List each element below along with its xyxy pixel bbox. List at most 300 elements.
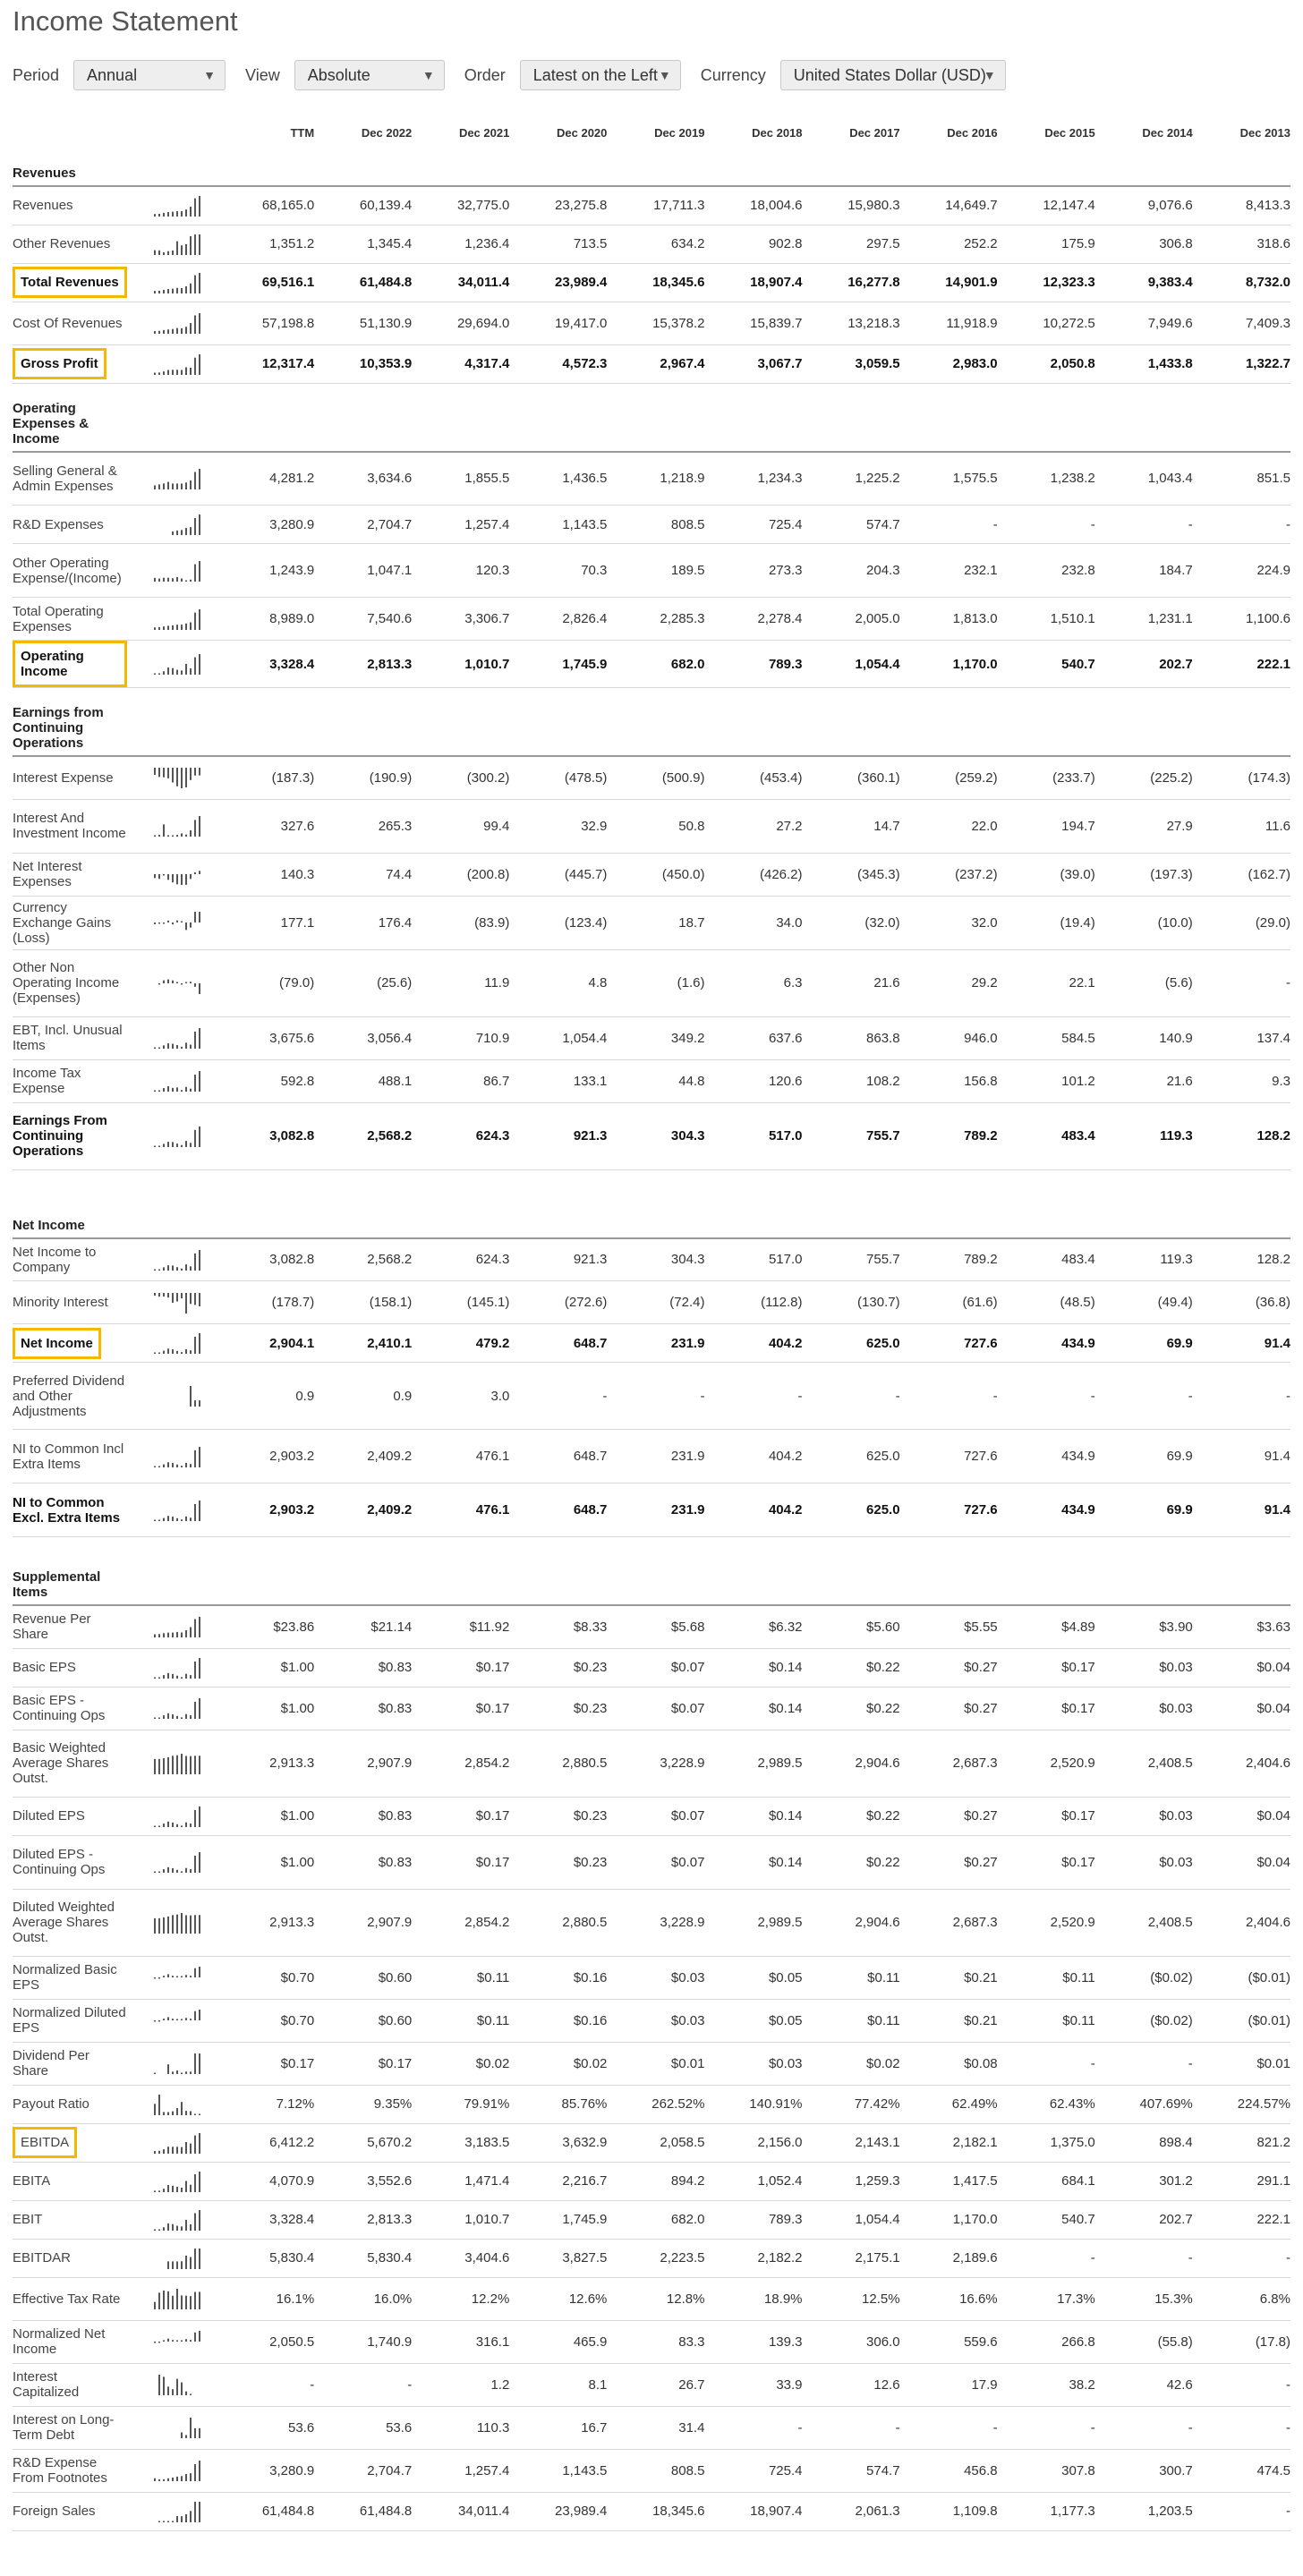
value-cell-dec-2020: 648.7 [509,1430,607,1484]
sparkline-bar [158,922,160,924]
value-cell-dec-2020: $0.23 [509,1835,607,1889]
sparkline-bar [181,2383,183,2395]
sparkline-bar [172,2071,174,2074]
row-label-minority-interest [13,1281,147,1324]
sparkline-bar [185,2296,187,2309]
sparkline-bar [154,836,156,837]
value-cell-dec-2022: 2,409.2 [314,1430,412,1484]
row-label-basic-eps [13,1648,147,1687]
sparkline-bar [158,1718,160,1720]
sparkline-bar [158,2150,160,2153]
period-label: Period [13,65,60,84]
value-cell-dec-2020: 16.7 [509,2406,607,2449]
sparkline-bar [199,1400,200,1407]
sparkline-bar [172,2185,174,2191]
value-cell-dec-2022: 7,540.6 [314,598,412,641]
sparkline-bar [194,1129,196,1146]
sparkline-bar [172,1756,174,1774]
sparkline-bar [190,2394,192,2396]
value-cell-dec-2015: 434.9 [998,1484,1095,1537]
sparkline-bar [163,1293,165,1297]
value-cell-dec-2018: 120.6 [704,1059,802,1102]
value-cell-dec-2020: 648.7 [509,1484,607,1537]
sparkline-bar [181,1352,183,1354]
sparkline-chart [154,2052,202,2075]
table-row [13,799,1290,853]
value-cell-ttm: 2,903.2 [217,1430,314,1484]
sparkline-bar [181,2187,183,2191]
value-cell-dec-2019: 2,058.5 [607,2123,704,2162]
sparkline-bar [158,250,160,254]
row-label-normalized-basic-eps [13,1956,147,1999]
sparkline-bar [163,213,165,217]
sparkline-bar [194,1915,196,1934]
sparkline-bar [167,874,169,880]
sparkline-bar [167,1293,169,1297]
row-label-text: Revenues [13,198,73,214]
table-row [13,2200,1290,2239]
sparkline-bar [176,1267,178,1271]
sparkline-bar [194,983,196,987]
value-cell-dec-2018: 789.3 [704,641,802,688]
value-cell-dec-2016: $0.27 [900,1687,998,1730]
value-cell-dec-2016: $0.27 [900,1835,998,1889]
sparkline-bar [176,768,178,786]
value-cell-dec-2018: - [704,1363,802,1430]
row-label-text: Foreign Sales [13,2504,96,2519]
sparkline-bar [163,1267,165,1271]
sparkline-bar [167,2261,169,2269]
value-cell-dec-2018: (426.2) [704,853,802,896]
sparkline-bar [181,1519,183,1521]
value-cell-dec-2015: 175.9 [998,225,1095,263]
sparkline-bar [172,668,174,675]
order-select[interactable] [520,60,681,90]
sparkline-bar [176,982,178,983]
value-cell-dec-2014: 1,043.4 [1095,452,1193,506]
row-label-total-revenues [13,263,147,302]
row-label-operating-income [13,641,147,688]
value-cell-dec-2015: - [998,2406,1095,2449]
sparkline-bar [199,514,200,535]
sparkline-bar [199,609,200,630]
value-cell-dec-2014: 1,433.8 [1095,344,1193,383]
sparkline-bar [154,2151,156,2154]
sparkline-bar [163,1869,165,1873]
value-cell-dec-2022: 265.3 [314,799,412,853]
sparkline-bar [154,291,156,293]
sparkline-cell [147,641,217,688]
row-label-text: Other Revenues [13,236,111,251]
value-cell-dec-2019: 349.2 [607,1016,704,1059]
sparkline-bar [158,2190,160,2192]
sparkline-bar [163,1351,165,1354]
value-cell-dec-2016: 2,182.1 [900,2123,998,2162]
table-row [13,1102,1290,1169]
sparkline-chart [154,2247,202,2270]
chevron-down-icon: ▼ [658,68,671,82]
sparkline-bar [181,2341,183,2342]
sparkline-chart [154,1656,202,1679]
row-label-net-income-to-company [13,1238,147,1281]
value-cell-ttm: 16.1% [217,2277,314,2320]
value-cell-dec-2021: 86.7 [412,1059,509,1102]
value-cell-dec-2021: (145.1) [412,1281,509,1324]
view-selected-value: Absolute [307,66,370,84]
sparkline-bar [154,673,156,675]
value-cell-dec-2013: 1,322.7 [1193,344,1290,383]
value-cell-dec-2014: (197.3) [1095,853,1193,896]
value-cell-dec-2020: 2,880.5 [509,1730,607,1797]
sparkline-bar [176,2187,178,2192]
row-label-text: R&D Expenses [13,516,104,532]
value-cell-dec-2015: 10,272.5 [998,302,1095,344]
sparkline-cell [147,896,217,949]
sparkline-bar [158,2095,160,2115]
sparkline-bar [172,922,174,924]
sparkline-bar [199,2428,200,2438]
sparkline-bar [181,328,183,334]
sparkline-chart [154,911,202,934]
value-cell-dec-2016: 2,687.3 [900,1889,998,1956]
sparkline-bar [181,483,183,489]
sparkline-bar [185,1042,187,1049]
value-cell-dec-2018: 725.4 [704,506,802,544]
sparkline-bar [199,1852,200,1873]
sparkline-bar [163,626,165,630]
sparkline-bar [176,1914,178,1933]
sparkline-bar [181,625,183,630]
value-cell-dec-2017: 2,904.6 [803,1730,900,1797]
sparkline-bar [199,1071,200,1092]
value-cell-dec-2017: 2,061.3 [803,2492,900,2530]
sparkline-bar [199,2053,200,2074]
value-cell-dec-2018: 404.2 [704,1430,802,1484]
sparkline-bar [163,1715,165,1719]
sparkline-bar [172,2019,174,2020]
row-label-text: Minority Interest [13,1295,108,1310]
sparkline-bar [190,480,192,489]
sparkline-bar [176,670,178,675]
value-cell-dec-2022: 2,568.2 [314,1102,412,1169]
sparkline-bar [158,1466,160,1467]
value-cell-dec-2022: 3,634.6 [314,452,412,506]
value-cell-dec-2020: (272.6) [509,1281,607,1324]
sparkline-bar [167,835,169,837]
sparkline-bar [185,1868,187,1873]
value-cell-dec-2015: $0.11 [998,1956,1095,1999]
sparkline-bar [176,921,178,922]
sparkline-bar [190,622,192,629]
value-cell-dec-2022: (158.1) [314,1281,412,1324]
sparkline-cell [147,1956,217,1999]
row-label-text: Interest Capitalized [13,2369,80,2400]
value-cell-dec-2020: 1,436.5 [509,452,607,506]
row-label-text: Net Income to Company [13,1244,97,1275]
value-cell-dec-2013: $0.01 [1193,2042,1290,2085]
sparkline-bar [172,483,174,489]
sparkline-bar [190,982,192,983]
value-cell-dec-2015: 1,510.1 [998,598,1095,641]
value-cell-dec-2017: (32.0) [803,896,900,949]
view-label: View [245,65,280,84]
sparkline-bar [199,2210,200,2231]
value-cell-dec-2014: 202.7 [1095,2200,1193,2239]
value-cell-dec-2019: 18.7 [607,896,704,949]
period-select[interactable] [73,60,226,90]
value-cell-dec-2017: 2,005.0 [803,598,900,641]
value-cell-ttm: 7.12% [217,2085,314,2123]
sparkline-bar [194,2292,196,2309]
sparkline-bar [190,207,192,217]
sparkline-cell [147,506,217,544]
sparkline-bar [181,578,183,582]
value-cell-dec-2020: 19,417.0 [509,302,607,344]
sparkline-bar [172,1868,174,1873]
sparkline-cell [147,186,217,225]
sparkline-bar [181,1047,183,1049]
sparkline-cell [147,1363,217,1430]
section-header-earnings-from-continuing-operations [13,688,1290,757]
sparkline-bar [176,2108,178,2115]
value-cell-dec-2019: 83.3 [607,2320,704,2363]
value-cell-dec-2020: 70.3 [509,544,607,598]
row-label-text: Diluted Weighted Average Shares Outst. [13,1900,115,1945]
sparkline-bar [194,1503,196,1520]
chevron-down-icon: ▼ [203,68,217,82]
sparkline-bar [185,922,187,930]
value-cell-ttm: 1,243.9 [217,544,314,598]
sparkline-bar [176,2225,178,2230]
sparkline-bar [199,1126,200,1147]
value-cell-dec-2018: 2,989.5 [704,1730,802,1797]
value-cell-dec-2013: ($0.01) [1193,1999,1290,2042]
sparkline-bar [158,2479,160,2481]
sparkline-bar [185,835,187,837]
value-cell-dec-2015: 540.7 [998,2200,1095,2239]
value-cell-dec-2019: 304.3 [607,1102,704,1169]
sparkline-bar [190,1386,192,1407]
value-cell-ttm: 140.3 [217,853,314,896]
sparkline-chart [154,2009,202,2032]
value-cell-dec-2018: - [704,2406,802,2449]
value-cell-dec-2015: 307.8 [998,2449,1095,2492]
sparkline-bar [158,331,160,334]
value-cell-dec-2021: $0.11 [412,1999,509,2042]
value-cell-dec-2016: 1,417.5 [900,2162,998,2200]
sparkline-bar [181,1090,183,1092]
table-row [13,544,1290,598]
table-row [13,1430,1290,1484]
sparkline-bar [176,287,178,293]
value-cell-dec-2022: 176.4 [314,896,412,949]
sparkline-bar [154,2190,156,2192]
sparkline-chart [154,2287,202,2310]
chevron-down-icon: ▼ [422,68,435,82]
sparkline-bar [154,2073,156,2075]
sparkline-bar [163,1976,165,1977]
sparkline-bar [154,1519,156,1521]
value-cell-dec-2018: 18,907.4 [704,263,802,302]
value-cell-dec-2015: 62.43% [998,2085,1095,2123]
sparkline-bar [167,1086,169,1092]
section-title-text: Earnings from Continuing Operations [13,705,104,751]
value-cell-dec-2017: 2,175.1 [803,2239,900,2277]
value-cell-dec-2018: 517.0 [704,1238,802,1281]
sparkline-chart [154,1615,202,1638]
value-cell-dec-2021: 99.4 [412,799,509,853]
value-cell-ttm: 5,830.4 [217,2239,314,2277]
sparkline-bar [172,1976,174,1977]
value-cell-dec-2019: 50.8 [607,799,704,853]
value-cell-dec-2017: 297.5 [803,225,900,263]
value-cell-dec-2018: 18,004.6 [704,186,802,225]
sparkline-bar [167,2064,169,2074]
sparkline-bar [194,612,196,629]
sparkline-bar [163,2149,165,2154]
value-cell-dec-2022: $0.83 [314,1648,412,1687]
sparkline-bar [163,2291,165,2309]
sparkline-bar [181,1466,183,1467]
row-label-text: Normalized Net Income [13,2326,106,2357]
sparkline-bar [185,1915,187,1934]
sparkline-bar [190,235,192,254]
sparkline-bar [190,2296,192,2309]
sparkline-bar [163,1824,165,1827]
value-cell-dec-2018: $0.14 [704,1835,802,1889]
sparkline-bar [163,1917,165,1934]
view-select[interactable] [294,60,445,90]
value-cell-dec-2013: $0.04 [1193,1797,1290,1835]
sparkline-bar [194,1856,196,1873]
sparkline-chart [154,1752,202,1775]
sparkline-bar [163,874,165,876]
value-cell-dec-2020: $0.23 [509,1797,607,1835]
value-cell-dec-2015: 2,050.8 [998,344,1095,383]
sparkline-bar [172,1265,174,1271]
sparkline-bar [199,1250,200,1271]
row-label-text: Payout Ratio [13,2096,89,2112]
sparkline-bar [172,288,174,293]
sparkline-bar [185,2219,187,2230]
sparkline-bar [176,1351,178,1354]
row-label-text: Gross Profit [13,348,106,379]
value-cell-dec-2017: $5.60 [803,1605,900,1648]
sparkline-bar [185,1349,187,1354]
value-cell-dec-2013: ($0.01) [1193,1956,1290,1999]
value-cell-ttm: 327.6 [217,799,314,853]
sparkline-bar [199,1028,200,1049]
value-cell-dec-2018: 902.8 [704,225,802,263]
sparkline-bar [185,580,187,582]
value-cell-dec-2016: 789.2 [900,1102,998,1169]
row-label-text: Other Operating Expense/(Income) [13,555,122,586]
value-cell-dec-2013: - [1193,1363,1290,1430]
value-cell-dec-2017: - [803,1363,900,1430]
value-cell-dec-2022: (25.6) [314,949,412,1016]
sparkline-bar [194,2113,196,2115]
row-label-text: Preferred Dividend and Other Adjustments [13,1373,125,1419]
section-header-operating-expenses-income [13,383,1290,452]
value-cell-dec-2017: (130.7) [803,1281,900,1324]
sparkline-bar [172,329,174,334]
sparkline-bar [163,289,165,293]
sparkline-bar [163,1758,165,1774]
sparkline-bar [172,2478,174,2481]
value-cell-ttm: $1.00 [217,1648,314,1687]
value-cell-dec-2013: - [1193,949,1290,1016]
value-cell-dec-2019: $0.07 [607,1687,704,1730]
sparkline-bar [199,2113,200,2115]
column-header-dec-2021: Dec 2021 [458,126,510,140]
sparkline-bar [172,2147,174,2154]
row-label-preferred-dividend-and-other-adjustments [13,1363,147,1430]
sparkline-chart [154,1805,202,1828]
value-cell-ttm: 53.6 [217,2406,314,2449]
value-cell-dec-2013: (17.8) [1193,2320,1290,2363]
sparkline-bar [172,1517,174,1521]
value-cell-dec-2021: 624.3 [412,1102,509,1169]
sparkline-bar [167,2339,169,2342]
sparkline-bar [163,2376,165,2395]
table-row [13,302,1290,344]
value-cell-dec-2020: 23,989.4 [509,263,607,302]
sparkline-bar [181,768,183,788]
row-label-currency-exchange-gains-loss [13,896,147,949]
sparkline-bar [154,1977,156,1979]
value-cell-dec-2016: 232.1 [900,544,998,598]
sparkline-bar [199,234,200,255]
sparkline-bar [185,1975,187,1977]
sparkline-bar [176,241,178,254]
value-cell-dec-2017: 15,980.3 [803,186,900,225]
sparkline-chart [154,311,202,335]
value-cell-dec-2019: (72.4) [607,1281,704,1324]
column-header-dec-2016: Dec 2016 [947,126,998,140]
sparkline-bar [163,1464,165,1467]
value-cell-dec-2015: - [998,2042,1095,2085]
sparkline-bar [199,1501,200,1521]
value-cell-dec-2016: 559.6 [900,2320,998,2363]
sparkline-bar [158,2292,160,2309]
sparkline-bar [181,983,183,985]
sparkline-bar [154,1269,156,1271]
sparkline-bar [181,2261,183,2269]
value-cell-dec-2021: 1,010.7 [412,641,509,688]
value-cell-dec-2014: 9,076.6 [1095,186,1193,225]
sparkline-bar [181,2476,183,2481]
value-cell-dec-2019: 894.2 [607,2162,704,2200]
sparkline-bar [185,982,187,983]
table-row [13,756,1290,799]
value-cell-dec-2016: 14,901.9 [900,263,998,302]
value-cell-dec-2017: 306.0 [803,2320,900,2363]
currency-select[interactable] [780,60,1006,90]
sparkline-cell [147,1430,217,1484]
section-header-revenues [13,145,1290,186]
sparkline-bar [194,1450,196,1467]
sparkline-bar [154,2104,156,2115]
sparkline-bar [176,1087,178,1092]
value-cell-dec-2014: 69.9 [1095,1484,1193,1537]
sparkline-bar [163,371,165,375]
value-cell-dec-2020: $0.23 [509,1687,607,1730]
sparkline-bar [176,328,178,334]
value-cell-dec-2014: $3.90 [1095,1605,1193,1648]
sparkline-cell [147,263,217,302]
row-label-revenue-per-share [13,1605,147,1648]
value-cell-dec-2015: $4.89 [998,1605,1095,1648]
